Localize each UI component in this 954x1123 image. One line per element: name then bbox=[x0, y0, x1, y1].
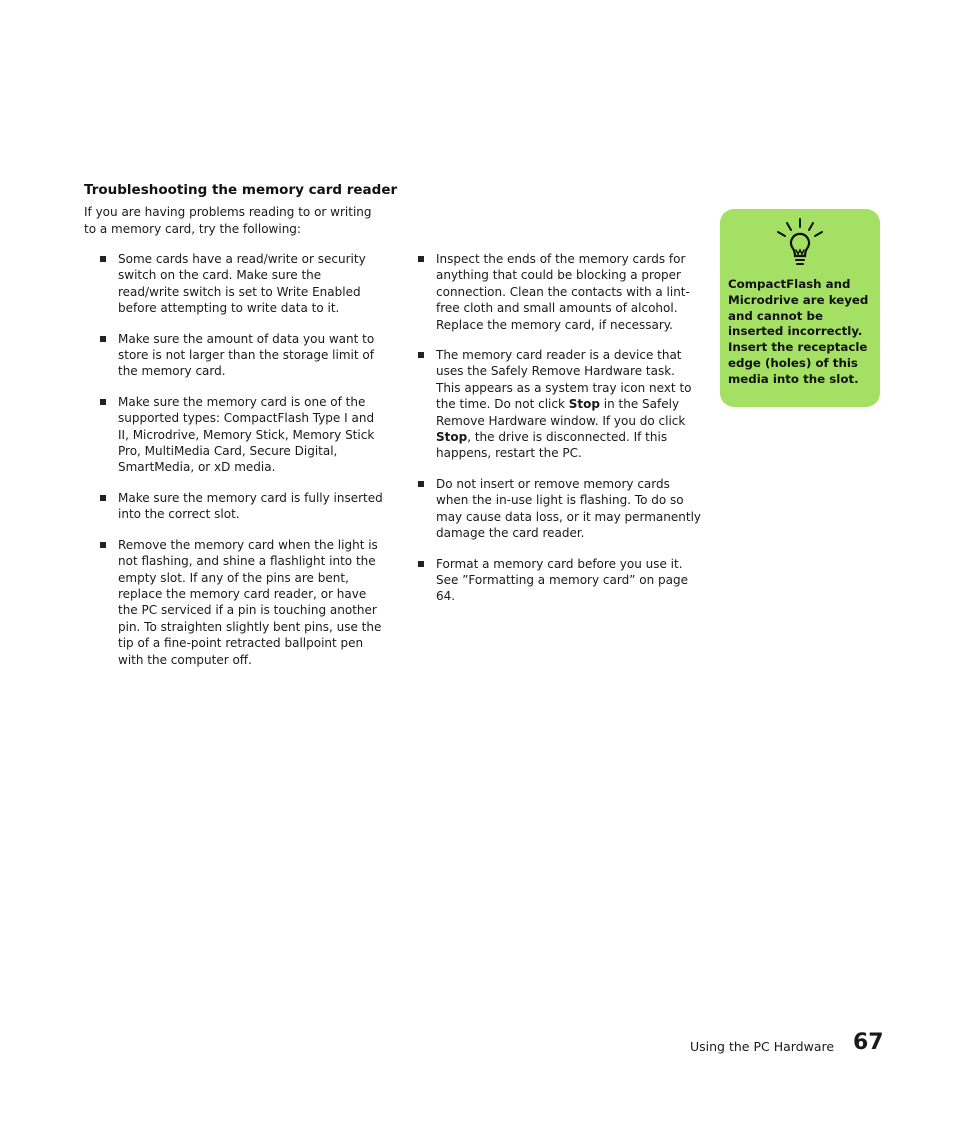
footer-section-title: Using the PC Hardware bbox=[690, 1039, 835, 1054]
list-item-text: Some cards have a read/write or security switch on the card. Make sure the read/write switch is set to Write Enabled before attempting to write data to it. bbox=[118, 252, 366, 316]
list-item bbox=[100, 490, 385, 523]
list-item-text: in the Safely Remove Hardware window. If you do click bbox=[436, 397, 686, 428]
list-item-text: Make sure the amount of data you want to store is not larger than the storage limit of the memory card. bbox=[118, 331, 375, 379]
list-item bbox=[418, 347, 703, 462]
bullet-square-icon bbox=[418, 256, 424, 262]
bullet-square-icon bbox=[100, 336, 106, 342]
bullet-square-icon bbox=[418, 352, 424, 358]
page-number: 67 bbox=[853, 1030, 884, 1055]
list-item bbox=[418, 251, 703, 333]
list-item bbox=[100, 331, 385, 380]
list-item-text: , the drive is disconnected. If this happens, restart the PC. bbox=[436, 430, 668, 461]
list-item-text: The memory card reader is a device that uses the Safely Remove Hardware task. This appears as a system tray icon next to the time. Do not click bbox=[436, 348, 692, 412]
bullet-square-icon bbox=[100, 256, 106, 262]
right-bullet-list bbox=[418, 251, 703, 619]
list-item-text: Do not insert or remove memory cards when the in-use light is flashing. To do so may cause data loss, or it may permanently damage the card reader. bbox=[436, 476, 702, 541]
bold-term: Stop bbox=[436, 430, 468, 445]
list-item bbox=[100, 394, 385, 476]
bullet-square-icon bbox=[418, 561, 424, 567]
list-item-text: Make sure the memory card is fully inserted into the correct slot. bbox=[118, 490, 383, 522]
list-item-text: Remove the memory card when the light is not flashing, and shine a flashlight into the empty slot. If any of the pins are bent, replace the memory card reader, or have the PC serviced if a pin is touching another pin. To straighten slightly bent pins, use the tip of a fine-point retracted ballpoint pen with the computer off. bbox=[118, 537, 382, 667]
bullet-square-icon bbox=[100, 399, 106, 405]
section-heading: Troubleshooting the memory card reader bbox=[84, 182, 398, 198]
lightbulb-icon bbox=[775, 217, 825, 277]
list-item bbox=[418, 476, 703, 542]
intro-paragraph: If you are having problems reading to or writing to a memory card, try the following: bbox=[84, 205, 372, 236]
tip-box bbox=[720, 209, 880, 407]
list-item bbox=[418, 556, 703, 605]
list-item-text: Format a memory card before you use it. See ”Formatting a memory card” on page 64. bbox=[436, 556, 688, 604]
left-bullet-list bbox=[100, 251, 385, 682]
bullet-square-icon bbox=[100, 542, 106, 548]
tip-text: CompactFlash and Microdrive are keyed and cannot be inserted incorrectly. Insert the receptacle edge (holes) of this media into the slot. bbox=[728, 277, 869, 386]
list-item-text: Make sure the memory card is one of the supported types: CompactFlash Type I and II, Microdrive, Memory Stick, Memory Stick Pro, MultiMedia Card, Secure Digital, SmartMedia, or xD media. bbox=[118, 394, 375, 475]
list-item-text: Inspect the ends of the memory cards for anything that could be blocking a proper connection. Clean the contacts with a lint-free cloth and small amounts of alcohol. Replace the memory card, if necessary. bbox=[436, 252, 690, 332]
list-item bbox=[100, 251, 385, 317]
bold-term: Stop bbox=[568, 397, 600, 412]
list-item bbox=[100, 537, 385, 668]
bullet-square-icon bbox=[418, 481, 424, 487]
bullet-square-icon bbox=[100, 495, 106, 501]
